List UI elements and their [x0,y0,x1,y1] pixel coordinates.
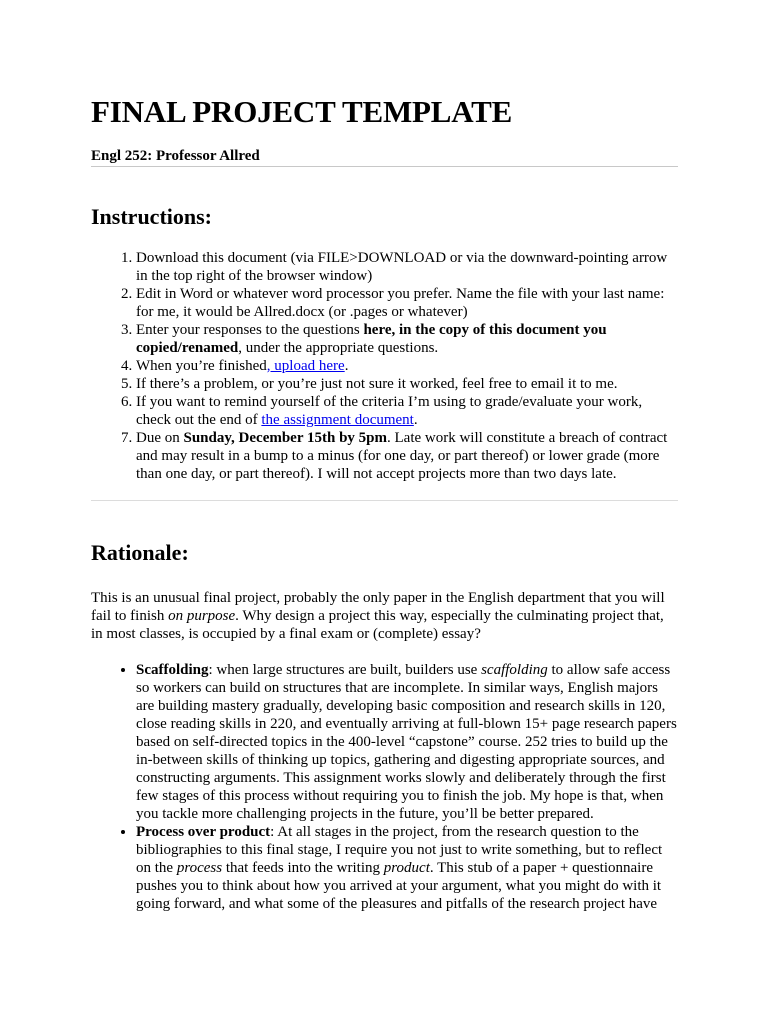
instruction-item-7: 7. Due on Sunday, December 15th by 5pm. Late work will constitute a breach of contract and may result in a bump to a minus (for one day, or part thereof) or lower grade (more than one day, or part thereof). I will not accept projects more than two days late. [136,429,678,483]
section-divider [91,500,678,501]
rationale-item-process: • Process over product: At all stages in the project, from the research question to the bibliographies to this final stage, I require you not just to write something, but to reflect on the process that feeds into the writing product. This stub of a paper + questionnaire pushes you to think about how you arrived at your argument, what you might do with it going forward, and what some of the pleasures and pitfalls of the research project have [136,823,678,913]
document-content [91,90,678,913]
rationale-term: Scaffolding [136,662,209,678]
instruction-item-2: 2. Edit in Word or whatever word processor you prefer. Name the file with your last name: for me, it would be Allred.docx (or .pages or whatever) [136,285,678,321]
rationale-intro: This is an unusual final project, probably the only paper in the English department that you will fail to finish on purpose. Why design a project this way, especially the culminating project that, in most classes, is occupied by a final exam or (complete) essay? [91,590,665,642]
instructions-list [91,249,678,483]
assignment-document-link[interactable]: the assignment document [261,412,414,428]
rationale-heading: Rationale: [91,540,189,565]
course-subtitle: Engl 252: Professor Allred [91,147,678,167]
due-date: Sunday, December 15th by 5pm [183,430,387,446]
rationale-item-scaffolding: • Scaffolding: when large structures are built, builders use scaffolding to allow safe access so workers can build on structures that are incomplete. In similar ways, English majors are building mastery gradually, developing basic composition and research skills in 120, close reading skills in 220, and eventually arriving at full-blown 15+ page research papers based on self-directed topics in the 400-level “capstone” course. 252 tries to build up the in-between skills of thinking up topics, gathering and digesting appropriate sources, and constructing arguments. This assignment works slowly and deliberately through the first few stages of this process without requiring you to finish the job. My hope is that, when you tackle more challenging projects in the future, you’ll be better prepared. [136,661,678,823]
instructions-heading: Instructions: [91,204,213,229]
instruction-item-4: 4. When you’re finished, upload here. [136,357,678,375]
rationale-list [91,661,678,913]
instruction-item-1: 1. Download this document (via FILE>DOWNLOAD or via the downward-pointing arrow in the top right of the browser window) [136,249,678,285]
upload-link[interactable]: , upload here [266,358,345,374]
page-title: FINAL PROJECT TEMPLATE [91,94,513,129]
rationale-term: Process over product [136,824,271,840]
instruction-emphasis: here, in the copy of this document you copied/renamed [136,322,607,356]
instruction-item-5: 5. If there’s a problem, or you’re just not sure it worked, feel free to email it to me. [136,375,678,393]
instruction-item-6: 6. If you want to remind yourself of the criteria I’m using to grade/evaluate your work, check out the end of the assignment document. [136,393,678,429]
instruction-item-3: 3. Enter your responses to the questions here, in the copy of this document you copied/renamed, under the appropriate questions. [136,321,678,357]
